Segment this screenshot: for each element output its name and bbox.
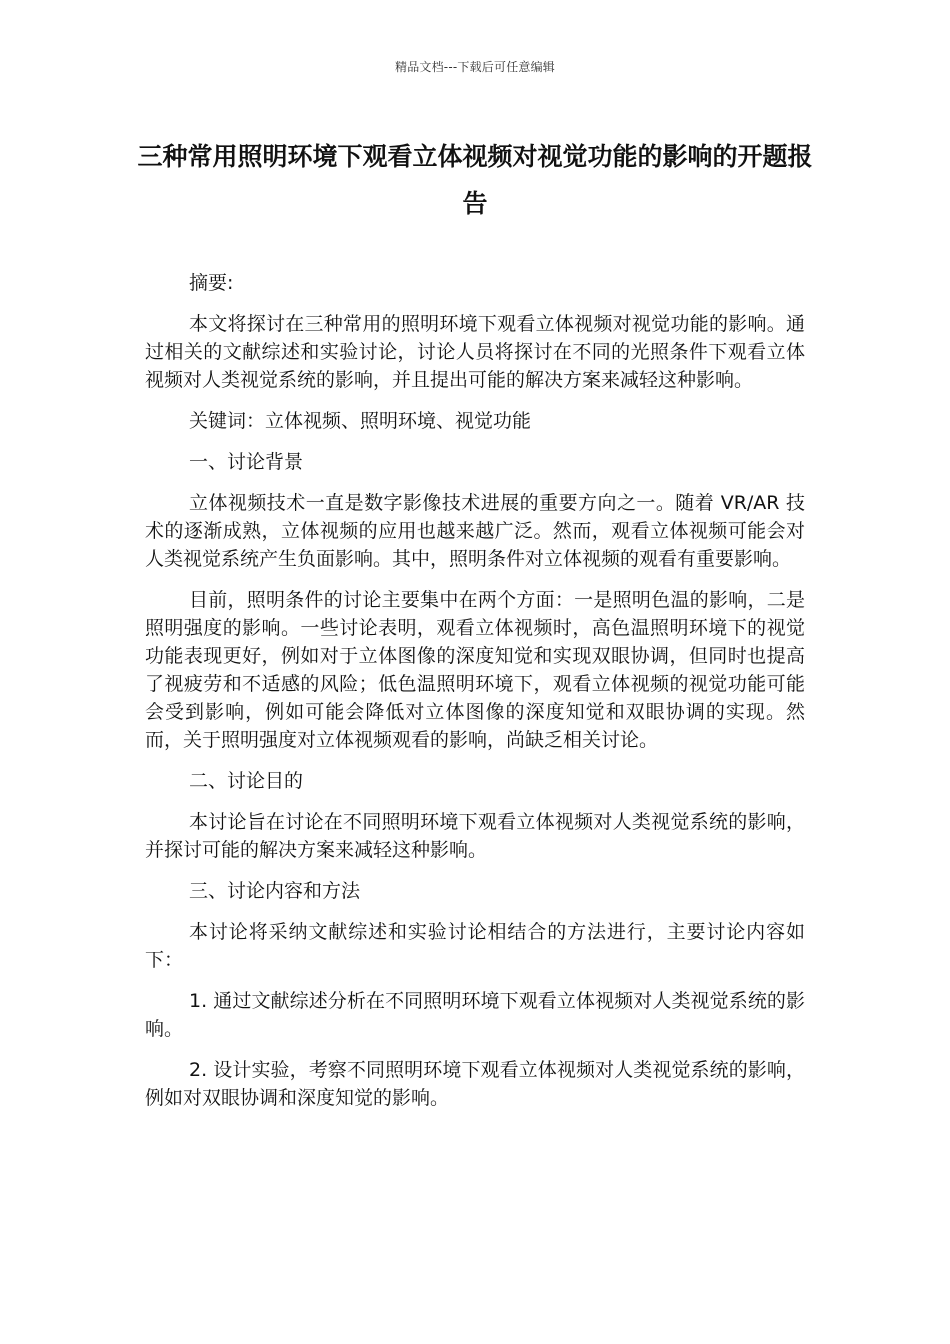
paragraph: 目前，照明条件的讨论主要集中在两个方面：一是照明色温的影响，二是照明强度的影响。一些讨论表明，观看立体视频时，高色温照明环境下的视觉功能表现更好，例如对于立体图像的深度知觉和实现双眼协调，但同时也提高了视疲劳和不适感的风险；低色温照明环境下，观看立体视频的视觉功能可能会受到影响，例如可能会降低对立体图像的深度知觉和双眼协调的实现。然而，关于照明强度对立体视频观看的影响，尚缺乏相关讨论。 [145, 589, 805, 751]
keywords-line: 关键词：立体视频、照明环境、视觉功能 [189, 410, 532, 432]
section-heading-methods: 三、讨论内容和方法 [189, 880, 361, 902]
list-item: 1. 通过文献综述分析在不同照明环境下观看立体视频对人类视觉系统的影响。 [145, 990, 805, 1040]
document-body [145, 269, 805, 1125]
abstract-paragraph: 本文将探讨在三种常用的照明环境下观看立体视频对视觉功能的影响。通过相关的文献综述和实验讨论，讨论人员将探讨在不同的光照条件下观看立体视频对人类视觉系统的影响，并且提出可能的解决方案来减轻这种影响。 [145, 313, 805, 391]
section-heading-purpose: 二、讨论目的 [189, 770, 304, 792]
section-heading-background: 一、讨论背景 [189, 451, 304, 473]
abstract-label: 摘要: [189, 272, 234, 294]
document-title: 三种常用照明环境下观看立体视频对视觉功能的影响的开题报告 [137, 142, 813, 218]
list-item: 2. 设计实验，考察不同照明环境下观看立体视频对人类视觉系统的影响，例如对双眼协调和深度知觉的影响。 [145, 1059, 805, 1109]
header-note: 精品文档---下载后可任意编辑 [395, 60, 555, 74]
paragraph: 本讨论旨在讨论在不同照明环境下观看立体视频对人类视觉系统的影响，并探讨可能的解决方案来减轻这种影响。 [145, 811, 805, 861]
paragraph: 本讨论将采纳文献综述和实验讨论相结合的方法进行，主要讨论内容如下： [145, 921, 805, 971]
paragraph: 立体视频技术一直是数字影像技术进展的重要方向之一。随着 VR/AR 技术的逐渐成熟，立体视频的应用也越来越广泛。然而，观看立体视频可能会对人类视觉系统产生负面影响。其中，照明条件对立体视频的观看有重要影响。 [145, 492, 805, 570]
